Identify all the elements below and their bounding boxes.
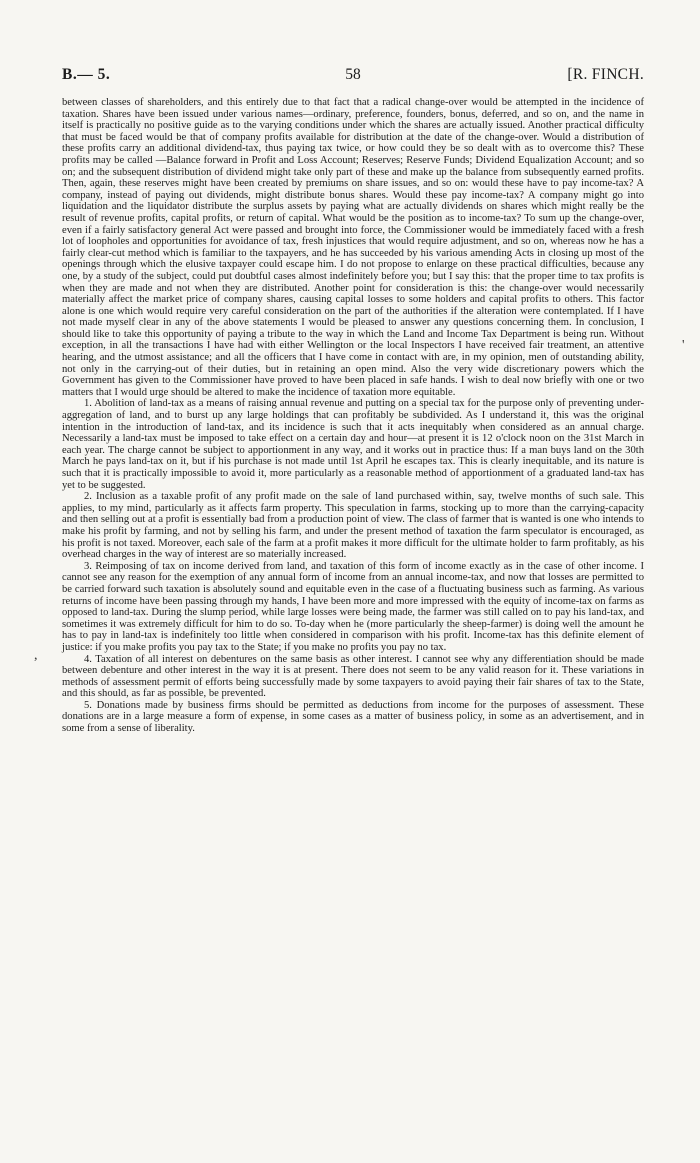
page-number: 58 — [345, 66, 361, 83]
numbered-item: 1. Abolition of land-tax as a means of raising annual revenue and putting on a special tax for the purpose only of preventing under-aggregation of land, and to burst up any large holdings that can profitably be subdivided. As I understand it, this was the original intention in the introduction of land-tax, and its incidence is such that it acts inequitably when considered as an annual charge. Necessarily a land-tax must be imposed to take effect on a certain day and hour—at present it is 12 o'clock noon on the 31st March in each year. The charge cannot be subject to apportionment in any way, and it works out in practice thus: If a man buys land on the 30th March he pays land-tax on it, but if his purchase is not made until 1st April he escapes tax. This is clearly inequitable, and its nature is such that it is practically impossible to avoid it, more particularly as a reasonable method of apportionment of a graduated land-tax has yet to be suggested. — [62, 398, 644, 491]
numbered-item: 2. Inclusion as a taxable profit of any profit made on the sale of land purchased within, say, twelve months of such sale. This applies, to my mind, particularly as it affects farm property. This speculation in farms, stocking up to more than the carrying-capacity and then selling out at a profit is essentially bad from a production point of view. The class of farmer that is wanted is one who intends to make his profit by farming, and not by selling his farm, and under the present method of taxation the farm speculator is encouraged, as his profit is not taxed. Moreover, each sale of the farm at a profit makes it more difficult for the ultimate holder to farm profitably, as his overhead charges in the way of interest are so materially increased. — [62, 491, 644, 561]
margin-tick-mark: , — [34, 648, 38, 663]
document-body — [62, 97, 644, 735]
numbered-item: 5. Donations made by business firms should be permitted as deductions from income for the purposes of assessment. These donations are in a large measure a form of expense, in some cases as a matter of business policy, in some as an advertisement, and in some from a sense of liberality. — [62, 699, 644, 735]
numbered-item: 3. Reimposing of tax on income derived from land, and taxation of this form of income exactly as in the case of other income. I cannot see any reason for the exemption of any annual form of income from an annual income-tax, and now that losses are permitted to be carried forward such taxation is absolutely sound and equitable even in the case of a fluctuating business such as farming. As various returns of income have been passing through my hands, I have been more and more impressed with the equity of income-tax on farms as opposed to land-tax. During the slump period, while large losses were being made, the farmer was still called on to pay his land-tax, and sometimes it was extremely difficult for him to do so. To-day when he (more particularly the sheep-farmer) is doing well the amount he has to pay in land-tax is indefinitely too little when considered in comparison with his profit. Income-tax has this definite element of justice: if you make profits you pay tax to the State; if you make no profits you pay no tax. — [62, 560, 644, 653]
document-reference: B.— 5. — [62, 66, 111, 83]
numbered-item: 4. Taxation of all interest on debentures on the same basis as other interest. I cannot see why any differentiation should be made between debenture and other interest in the way it is at present. There does not seem to be any valid reason for it. These variations in methods of assessment permit of efforts being successfully made by some taxpayers to avoid paying their fair shares of tax to the State, and this should, as far as possible, be prevented. — [62, 653, 644, 700]
page-header — [62, 66, 644, 90]
margin-tick-mark: ' — [682, 338, 685, 353]
body-paragraph: between classes of shareholders, and this entirely due to that fact that a radical change-over would be attempted in the incidence of taxation. Shares have been issued under various names—ordinary, preference, founders, bonus, deferred, and so on, and the name in itself is practically no positive guide as to the varying conditions under which the shares are actually issued. Another practical difficulty that must be faced would be that of company profits available for distribution at the date of the change-over. Would a distribution of these profits carry an additional dividend-tax, thus paying tax twice, or how could they be so dealt with as to overcome this? These profits may be called —Balance forward in Profit and Loss Account; Reserves; Reserve Funds; Dividend Equalization Account; and so on; and the subsequent distribution of dividend might take only part of these and make up the balance from subsequently earned profits. Then, again, these reserves might have been created by premiums on share issues, and so on: would these have to pay income-tax? A company, instead of paying out dividends, might distribute bonus shares. Would these pay income-tax? A company might go into liquidation and the liquidator distribute the surplus assets by paying what are actually dividends on shares which might really be the result of revenue profits, capital profits, or return of capital. What would be the position as to income-tax? To sum up the change-over, even if a fairly satisfactory general Act were passed and brought into force, the Commissioner would be immediately faced with a fresh lot of loopholes and opportunities for avoidance of tax, fresh injustices that would require adjustment, and so on, whereas now he has a fairly clear-cut method which is familiar to the taxpayers, and he has succeeded by his various amending Acts in closing up most of the openings through which the elusive taxpayer could escape him. I do not propose to enlarge on these practical difficulties, because any one, by a study of the subject, could put doubtful cases almost indefinitely before you; but I say this: that the proper time to tax profits is when they are made and not when they are distributed. Another point for consideration is this: the change-over would necessarily materially affect the market price of company shares, causing capital losses to some holders and capital profits to others. This factor alone is one which would require very careful consideration on the part of the authorities if the alteration were contemplated. If I have not made myself clear in any of the above statements I would be pleased to answer any questions concerning them. In conclusion, I should like to take this opportunity of paying a tribute to the way in which the Land and Income Tax Department is being run. Without exception, in all the transactions I have had with either Wellington or the local Inspectors I have received fair treatment, an attentive hearing, and the utmost assistance; and all the officers that I have come in contact with are, in my opinion, men of outstanding ability, not only in the carrying-out of their duties, but in retaining an open mind. Also the very wide discretionary powers which the Government has given to the Commissioner have proved to have been placed in safe hands. I wish to deal now briefly with one or two matters that I would urge should be altered to make the incidence of taxation more equitable. — [62, 97, 644, 398]
witness-name: [R. FINCH. — [567, 66, 644, 83]
